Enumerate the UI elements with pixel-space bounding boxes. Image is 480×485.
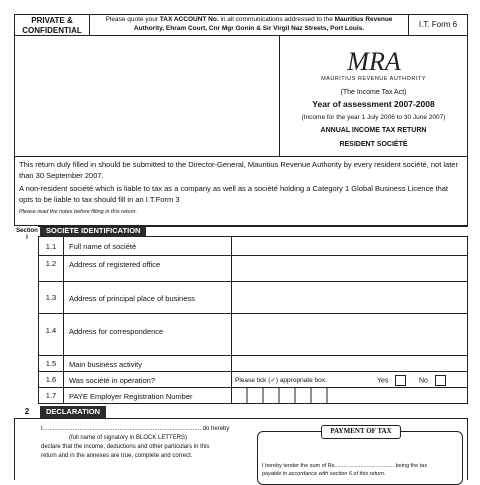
declaration-line1[interactable]: I............................................................................................... do hereby	[41, 426, 230, 432]
section1-top-border	[38, 226, 468, 227]
declaration-box	[14, 418, 468, 480]
section1-label-num: I	[26, 235, 28, 241]
row-1-3-num: 1.3	[39, 282, 64, 313]
section2-num: 2	[24, 407, 30, 416]
row-1-2-label: Address of registered office	[69, 260, 161, 269]
payment-line1[interactable]: I hereby tender the sum of Rs....................................... being the tax	[262, 463, 428, 469]
row-1-4-divider	[231, 314, 232, 355]
tax-account-box[interactable]	[14, 35, 280, 157]
row-1-3-divider	[231, 282, 232, 313]
row-1-2-num: 1.2	[39, 256, 64, 281]
private-confidential-box	[14, 14, 90, 36]
row-1-5	[38, 356, 468, 372]
row-1-4-label: Address for correspondence	[69, 327, 164, 336]
row-1-7-label: PAYE Employer Registration Number	[69, 392, 193, 401]
no-option	[419, 375, 446, 386]
payment-text	[262, 462, 458, 478]
yes-label: Yes	[377, 377, 389, 385]
row-1-5-label: Main business activity	[69, 360, 142, 369]
intro-box	[14, 156, 468, 226]
row-1-1	[38, 236, 468, 256]
intro-para2: A non-resident société which is liable to tax as a company as well as a société holding a Category 1 Global Business Licence that opts to be liable to tax should fill in an I.T.Form 3	[19, 184, 448, 204]
mra-logo-icon	[346, 46, 402, 74]
row-1-1-divider	[231, 237, 232, 255]
declaration-line2: (full name of signatory in BLOCK LETTERS)	[69, 435, 188, 441]
row-1-2	[38, 256, 468, 282]
row-1-7-num: 1.7	[39, 388, 64, 403]
header-instruction	[89, 14, 409, 36]
payment-box	[257, 427, 463, 485]
row-1-2-divider	[231, 256, 232, 281]
row-1-3-label: Address of principal place of business	[69, 294, 195, 303]
yes-option	[377, 375, 406, 386]
declaration-text	[41, 425, 256, 461]
intro-note: Please read the notes before filling in this return.	[19, 209, 138, 215]
row-1-6	[38, 372, 468, 388]
payment-line2: payable in accordance with section 6 of this return.	[262, 471, 386, 477]
year-of-assessment: Year of assessment 2007-2008	[312, 99, 435, 109]
row-1-7	[38, 388, 468, 404]
paye-number-cells[interactable]	[231, 388, 331, 404]
declaration-line4: return and in the annexes are true, complete and correct.	[41, 453, 193, 459]
row-1-6-divider	[231, 372, 232, 387]
tick-note: Please tick (✓) appropriate box.	[235, 377, 327, 384]
form-id: I.T. Form 6	[408, 14, 468, 36]
header-note-bold1: TAX ACCOUNT No.	[159, 16, 219, 23]
section1-label	[14, 228, 40, 242]
row-1-6-label: Was société in operation?	[69, 376, 156, 385]
yes-checkbox[interactable]	[395, 375, 406, 386]
row-1-4-num: 1.4	[39, 314, 64, 355]
authority-box	[279, 35, 468, 157]
section1-title: SOCIÉTÉ IDENTIFICATION	[40, 226, 146, 236]
form-title: ANNUAL INCOME TAX RETURN	[320, 127, 427, 134]
payment-title: PAYMENT OF TAX	[321, 425, 401, 439]
section1-label-word: Section	[16, 228, 38, 234]
confidential-label: CONFIDENTIAL	[22, 26, 82, 35]
row-1-1-num: 1.1	[39, 237, 64, 255]
income-period: (Income for the year 1 July 2006 to 30 June 2007)	[301, 114, 446, 121]
row-1-5-divider	[231, 356, 232, 371]
income-tax-act: (The Income Tax Act)	[340, 89, 407, 96]
row-1-5-num: 1.5	[39, 356, 64, 371]
no-label: No	[419, 377, 428, 385]
header-note-part2: in all communications addressed to the	[218, 16, 335, 23]
declaration-line3: declare that the income, deductions and other particulars in this	[41, 444, 210, 450]
header-note-bold2: Mauritius Revenue Authority, Ehram Court, Cnr Mgr Gonin & Sir Virgil Naz Streets, Port Louis.	[133, 16, 393, 32]
no-checkbox[interactable]	[435, 375, 446, 386]
intro-para1: This return duly filled in should be submitted to the Director-General, Mauritius Revenue Authority by every resident société, not later than 30 September 2007.	[19, 160, 458, 180]
mra-logo-text: MRA	[347, 47, 401, 74]
header-note-part1: Please quote your	[105, 16, 160, 23]
row-1-3	[38, 282, 468, 314]
private-label: PRIVATE &	[31, 16, 73, 25]
row-1-6-num: 1.6	[39, 372, 64, 387]
form-subtitle: RESIDENT SOCIÉTÉ	[339, 141, 408, 148]
row-1-4	[38, 314, 468, 356]
authority-name: MAURITIUS REVENUE AUTHORITY	[321, 76, 426, 82]
row-1-1-label: Full name of société	[69, 242, 137, 251]
section2-title: DECLARATION	[40, 406, 106, 418]
